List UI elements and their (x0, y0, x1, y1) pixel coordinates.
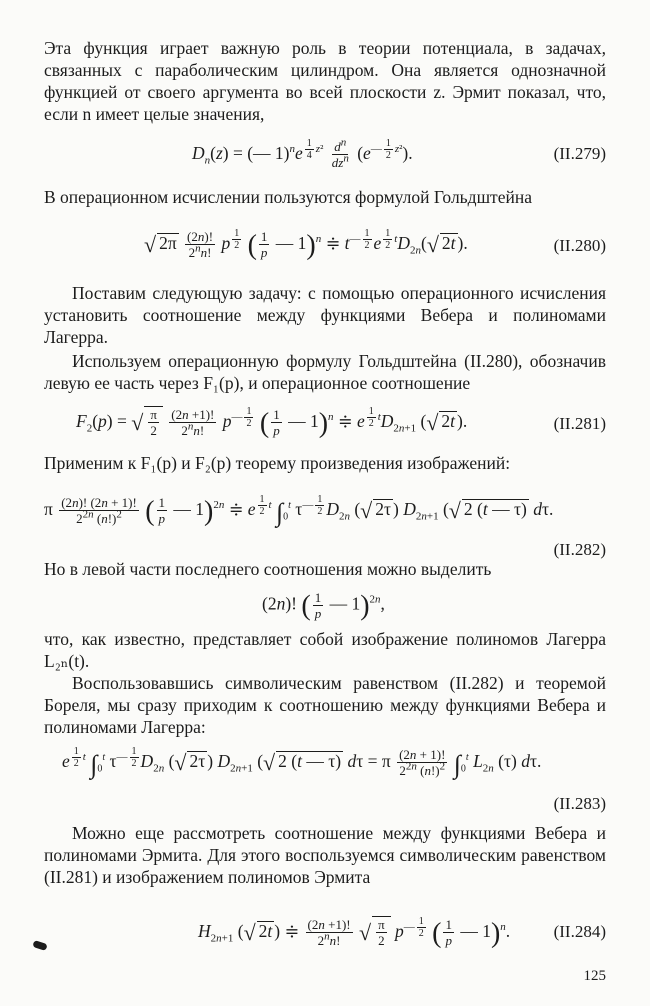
paragraph-product-theorem: Применим к F₁(p) и F₂(p) теорему произведения изображений: (44, 453, 511, 473)
formula-ii-283-body: e $^{\frac{1}{2} t}$ $\int_0^t$ $\tau^{— \frac{1}{2}}$ $D_{2n}$ (√ 2τ ) $D_{2n+1}$ (√ 2 (t — τ) dτ = π $\frac{(2n + 1)!}{2^{2n} (n!)^2}$ $\int_0^t$ $L_{2n}$ (τ) dτ. (62, 746, 542, 779)
paragraph-use-formula: Используем операционную формулу Гольдштейна (II.280), обозначив левую ее часть через F₁(p), и операционное соотношение (44, 351, 606, 393)
formula-ii-280-body: √ 2π $\frac{(2n)!}{2^nn!}$ p $^{\frac{1}{2}}$ ( $\frac{1}{p}$ — 1)$^n$ ≑ $t^{— \frac{1}{2}}$ e $^{\frac{1}{2} t}D_{2n}(√$ 2t ). (144, 228, 468, 261)
formula-ii-280 (44, 218, 606, 266)
formula-ii-281 (44, 396, 606, 446)
formula-ii-279-body: $D_n(z)$ = (— 1)$^n$e $^{\frac{1}{4} z^2}$ $\frac{d^n}{dz^n}$ $(e^{— \frac{1}{2} z^2})$. (192, 137, 413, 171)
equation-number-ii-282: (II.282) (553, 540, 606, 559)
paragraph-laguerre-image: что, как известно, представляет собой изображение полиномов Лагерра L₂ₙ(t). (44, 629, 606, 671)
equation-number-ii-279: (II.279) (553, 144, 606, 163)
formula-ii-279 (44, 132, 606, 172)
paragraph-problem-statement: Поставим следующую задачу: с помощью операционного исчисления установить соотношение между функциями Вебера и полиномами Лагерра. (44, 283, 606, 347)
formula-ii-281-body: $F_2(p)$ = √ $\frac{\pi}{2}$ $\frac{(2n +1)!}{2^nn!}$ $p^{— \frac{1}{2}}$ ( $\frac{1}{p}$ — 1)$^n$ ≑ e $^{\frac{1}{2} t}D_{2n+1}$ (√ 2t ). (76, 406, 468, 439)
formula-ii-282-body: π $\frac{(2n)! (2n + 1)!}{2^{2n} (n!)^2}$ ( $\frac{1}{p}$ — 1)$^{2n}$ ≑ e $^{\frac{1}{2} t}$ $\int_0^t$ $\tau^{— \frac{1}{2}}$ $D_{2n}$ (√ 2τ ) $D_{2n+1}$ (√ 2 (t — τ) dτ. (44, 494, 554, 527)
equation-number-ii-283: (II.283) (553, 794, 606, 813)
page-number: 125 (583, 968, 606, 984)
formula-ii-282 (44, 480, 606, 540)
formula-laguerre-image (44, 584, 606, 626)
formula-ii-284 (44, 904, 606, 956)
paragraph-borel-theorem: Воспользовавшись символическим равенством (II.282) и теоремой Бореля, мы сразу приходим к соотношению между функциями Вебера и полиномами Лагерра: (44, 673, 606, 737)
equation-number-ii-280: (II.280) (553, 236, 606, 255)
formula-ii-283 (44, 734, 606, 792)
paragraph-goldstein-formula: В операционном исчислении пользуются формулой Гольдштейна (44, 187, 532, 207)
formula-ii-284-body: $H_{2n+1}$ (√ 2t ) ≑ $\frac{(2n +1)!}{2^nn!}$ √ $\frac{\pi}{2}$ $p^{— \frac{1}{2}}$ ( $\frac{1}{p}$ — 1)$^n$. (198, 916, 511, 949)
paragraph-left-side: Но в левой части последнего соотношения можно выделить (44, 559, 492, 579)
formula-laguerre-image-body: (2n)! ( $\frac{1}{p}$ — 1)$^{2n}$, (262, 590, 385, 622)
paragraph-hermite-intro: Эта функция играет важную роль в теории потенциала, в задачах, связанных с параболическим цилиндром. Она является однозначной функцией от своего аргумента во всей плоскости z. Эрмит показал, что, если n имеет целые значения, (44, 38, 606, 124)
paragraph-hermite-relation: Можно еще рассмотреть соотношение между функциями Вебера и полиномами Эрмита. Для этого воспользуемся символическим равенством (II.281) и изображением полиномов Эрмита (44, 823, 606, 887)
equation-number-ii-284: (II.284) (553, 922, 606, 941)
equation-number-ii-281: (II.281) (553, 414, 606, 433)
